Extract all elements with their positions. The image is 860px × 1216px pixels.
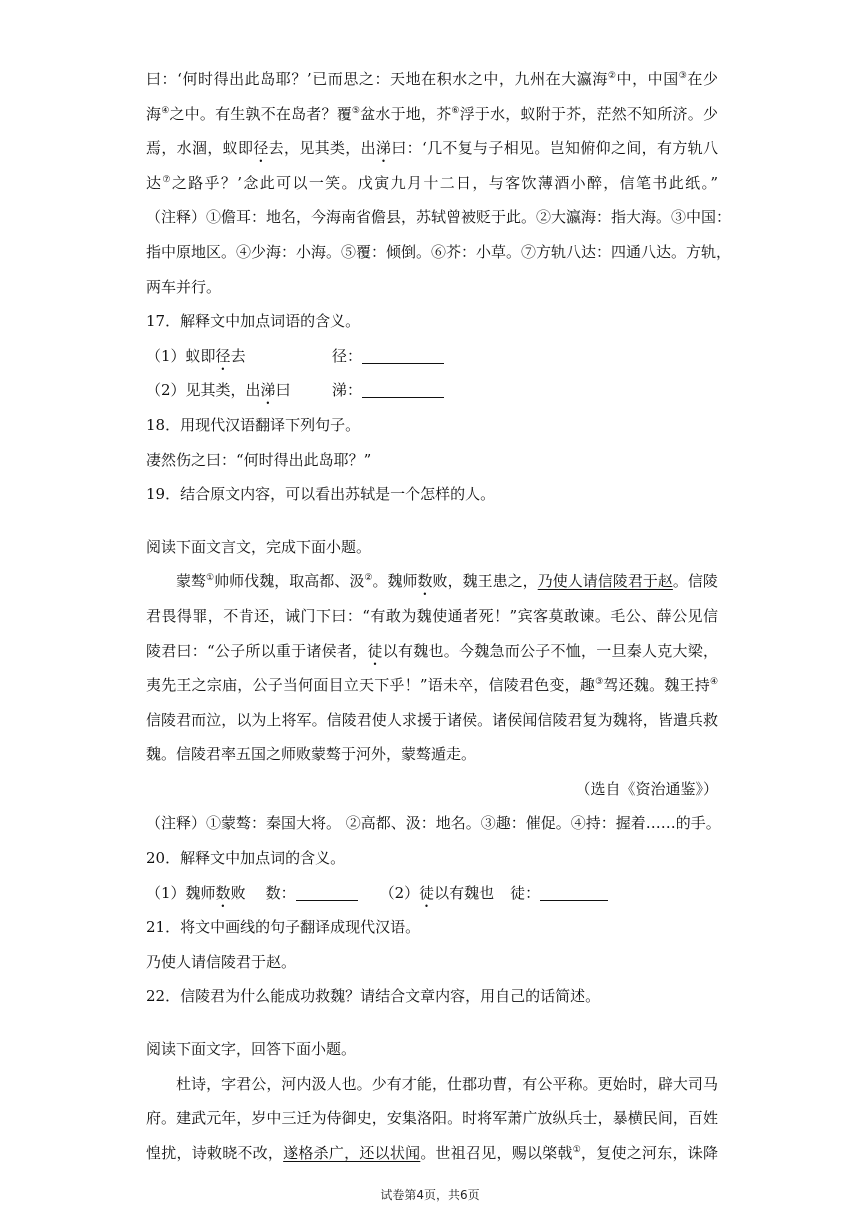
passage2-line-3 (146, 634, 718, 669)
footnote-mark: ① (572, 1144, 582, 1155)
footnote-mark: ④ (161, 105, 170, 116)
answer-label: 径： (332, 346, 363, 365)
answer-blank[interactable] (362, 383, 444, 398)
footnote-mark: ② (364, 573, 373, 584)
passage2-intro: 阅读下面文言文，完成下面小题。 (146, 537, 372, 556)
footnote-mark: ② (607, 71, 617, 81)
text: 曰：‘几不复与子相见。岂知俯仰之间，有方轨八 (391, 139, 718, 158)
passage2-line-6: 魏。信陵君率五国之师败蒙骜于河外，蒙骜遁走。 (146, 745, 477, 764)
passage3-line-1: 杜诗，字君公，河内汲人也。少有才能，仕郡功曹，有公平称。更始时，辟大司马 (176, 1074, 718, 1093)
text: 。信陵 (672, 572, 718, 591)
question-21-title: 21．将文中画线的句子翻译成现代汉语。 (146, 918, 421, 937)
dotted-word: 数 (215, 883, 231, 902)
passage3-line-2: 府。建武元年，岁中三迁为侍御史，安集洛阳。时将军萧广放纵兵士，暴横民间，百姓 (146, 1109, 718, 1128)
text: 以有魏也。今魏急而公子不恤，一旦秦人克大梁， (382, 641, 718, 660)
text: 惶扰，诗敕晓不改， (146, 1143, 284, 1162)
page-footer: 试卷第4页，共6页 (380, 1188, 480, 1202)
passage3-line-3 (146, 1136, 718, 1171)
section-gap (146, 1014, 718, 1032)
text: 曰：‘何时得出此岛耶？’已而思之：天地在积水之中，九州在大瀛海 (146, 70, 608, 88)
text: 帅师伐魏，取高都、汲 (214, 572, 365, 591)
passage1-line-4 (146, 166, 718, 201)
text: 焉，水涸，蚁即 (146, 139, 254, 158)
dotted-word: 徒 (419, 883, 435, 902)
text: 驾还魏。魏王持 (603, 676, 710, 695)
text: （2） (379, 883, 420, 902)
answer-label: 涕： (332, 381, 363, 400)
passage1-line-1 (146, 62, 718, 97)
dotted-word: 径 (253, 139, 269, 158)
passage2-line-4 (146, 668, 718, 703)
answer-blank[interactable] (296, 886, 358, 901)
footnote-mark: ⑥ (451, 105, 460, 116)
footnote-mark: ④ (709, 677, 719, 688)
answer-label: 数： (265, 883, 296, 902)
dotted-word: 涕 (375, 139, 392, 158)
text: 海 (146, 104, 162, 123)
text: 中，中国 (616, 70, 679, 88)
passage1-note-line-2: 指中原地区。④少海：小海。⑤覆：倾倒。⑥芥：小草。⑦方轨八达：四通八达。方轨， (146, 242, 732, 261)
dotted-word: 数 (417, 572, 433, 591)
footnote-mark: ⑤ (351, 105, 361, 116)
text: 在少 (687, 70, 718, 88)
question-20-items (146, 876, 718, 911)
passage2-source: （选自《资治通鉴》） (575, 779, 718, 798)
question-22-title: 22．信陵君为什么能成功救魏？请结合文章内容，用自己的话简述。 (146, 987, 601, 1006)
passage1-note-line-3: 两车并行。 (146, 277, 222, 296)
passage2-line-1 (146, 564, 718, 599)
text: 蒙骜 (176, 572, 207, 591)
passage1-line-3 (146, 131, 718, 166)
text: 去，见其类，出 (268, 139, 376, 158)
text: （1）魏师 (146, 883, 216, 902)
text: （1）蚁即 (146, 346, 216, 365)
text: 之路乎？’念此可以一笑。戊寅九月十二日，与客饮薄酒小醉，信笔书此纸。” (171, 173, 718, 192)
text: 盆水于地，芥 (360, 104, 452, 123)
passage1-note-line-1: （注释）①儋耳：地名，今海南省儋县，苏轼曾被贬于此。②大瀛海：指大海。③中国： (146, 208, 732, 227)
passage2-line-2: 君畏得罪，不肯还，诫门下曰：“有敢为魏使通者死！”宾客莫敢谏。毛公、薛公见信 (146, 606, 718, 625)
dotted-word: 径 (215, 346, 231, 365)
text: 败 (230, 883, 246, 902)
dotted-word: 涕 (260, 381, 276, 400)
passage3-intro: 阅读下面文字，回答下面小题。 (146, 1040, 357, 1059)
passage1-line-2 (146, 97, 718, 132)
text: 以有魏也 (434, 883, 495, 902)
answer-label: 徒： (510, 883, 541, 902)
footnote-mark: ⑦ (162, 174, 172, 185)
text: 陵君曰：“公子所以重于诸侯者， (146, 641, 368, 660)
passage2-line-5: 信陵君而泣，以为上将军。信陵君使人求援于诸侯。诸侯闻信陵君复为魏将，皆遣兵救 (146, 710, 718, 729)
question-20-title: 20．解释文中加点词的含义。 (146, 849, 346, 868)
text: 浮于水，蚁附于芥，茫然不知所济。少 (459, 104, 718, 123)
text: （2）见其类，出 (146, 381, 261, 400)
footnote-mark: ③ (595, 677, 604, 688)
answer-blank[interactable] (540, 886, 608, 901)
page-content (146, 62, 732, 1170)
text: 。世祖召见，赐以棨戟 (420, 1143, 573, 1162)
question-17-item-1 (146, 339, 718, 374)
passage2-note: （注释）①蒙骜：秦国大将。 ②高都、汲：地名。③趣：催促。④持：握着……的手。 (146, 814, 721, 833)
question-19-title: 19．结合原文内容，可以看出苏轼是一个怎样的人。 (146, 485, 496, 504)
underlined-sentence: 乃使人请信陵君于赵 (537, 572, 673, 591)
question-18-sentence: 凄然伤之曰：“何时得出此岛耶？” (146, 450, 372, 469)
text: 达 (146, 173, 163, 192)
text: ，复使之河东，诛降 (581, 1143, 718, 1162)
text: 之中。有生孰不在岛者？覆 (169, 104, 352, 123)
text: 去 (230, 346, 246, 365)
text: 。魏师 (372, 572, 418, 591)
question-17-item-2 (146, 373, 718, 408)
question-21-sentence: 乃使人请信陵君于赵。 (146, 952, 297, 971)
text: 夷先王之宗庙，公子当何面目立天下乎！”语未卒，信陵君色变，趣 (146, 676, 596, 695)
text: 曰 (275, 381, 291, 400)
text: 败，魏王患之， (432, 572, 538, 591)
question-17-title: 17．解释文中加点词语的含义。 (146, 312, 361, 331)
section-gap (146, 512, 718, 530)
underlined-sentence: 遂格杀广，还以状闻 (283, 1143, 421, 1162)
question-18-title: 18．用现代汉语翻译下列句子。 (146, 415, 361, 434)
answer-blank[interactable] (362, 349, 444, 364)
footnote-mark: ① (206, 573, 215, 584)
dotted-word: 徒 (367, 641, 383, 660)
footnote-mark: ③ (678, 71, 688, 81)
